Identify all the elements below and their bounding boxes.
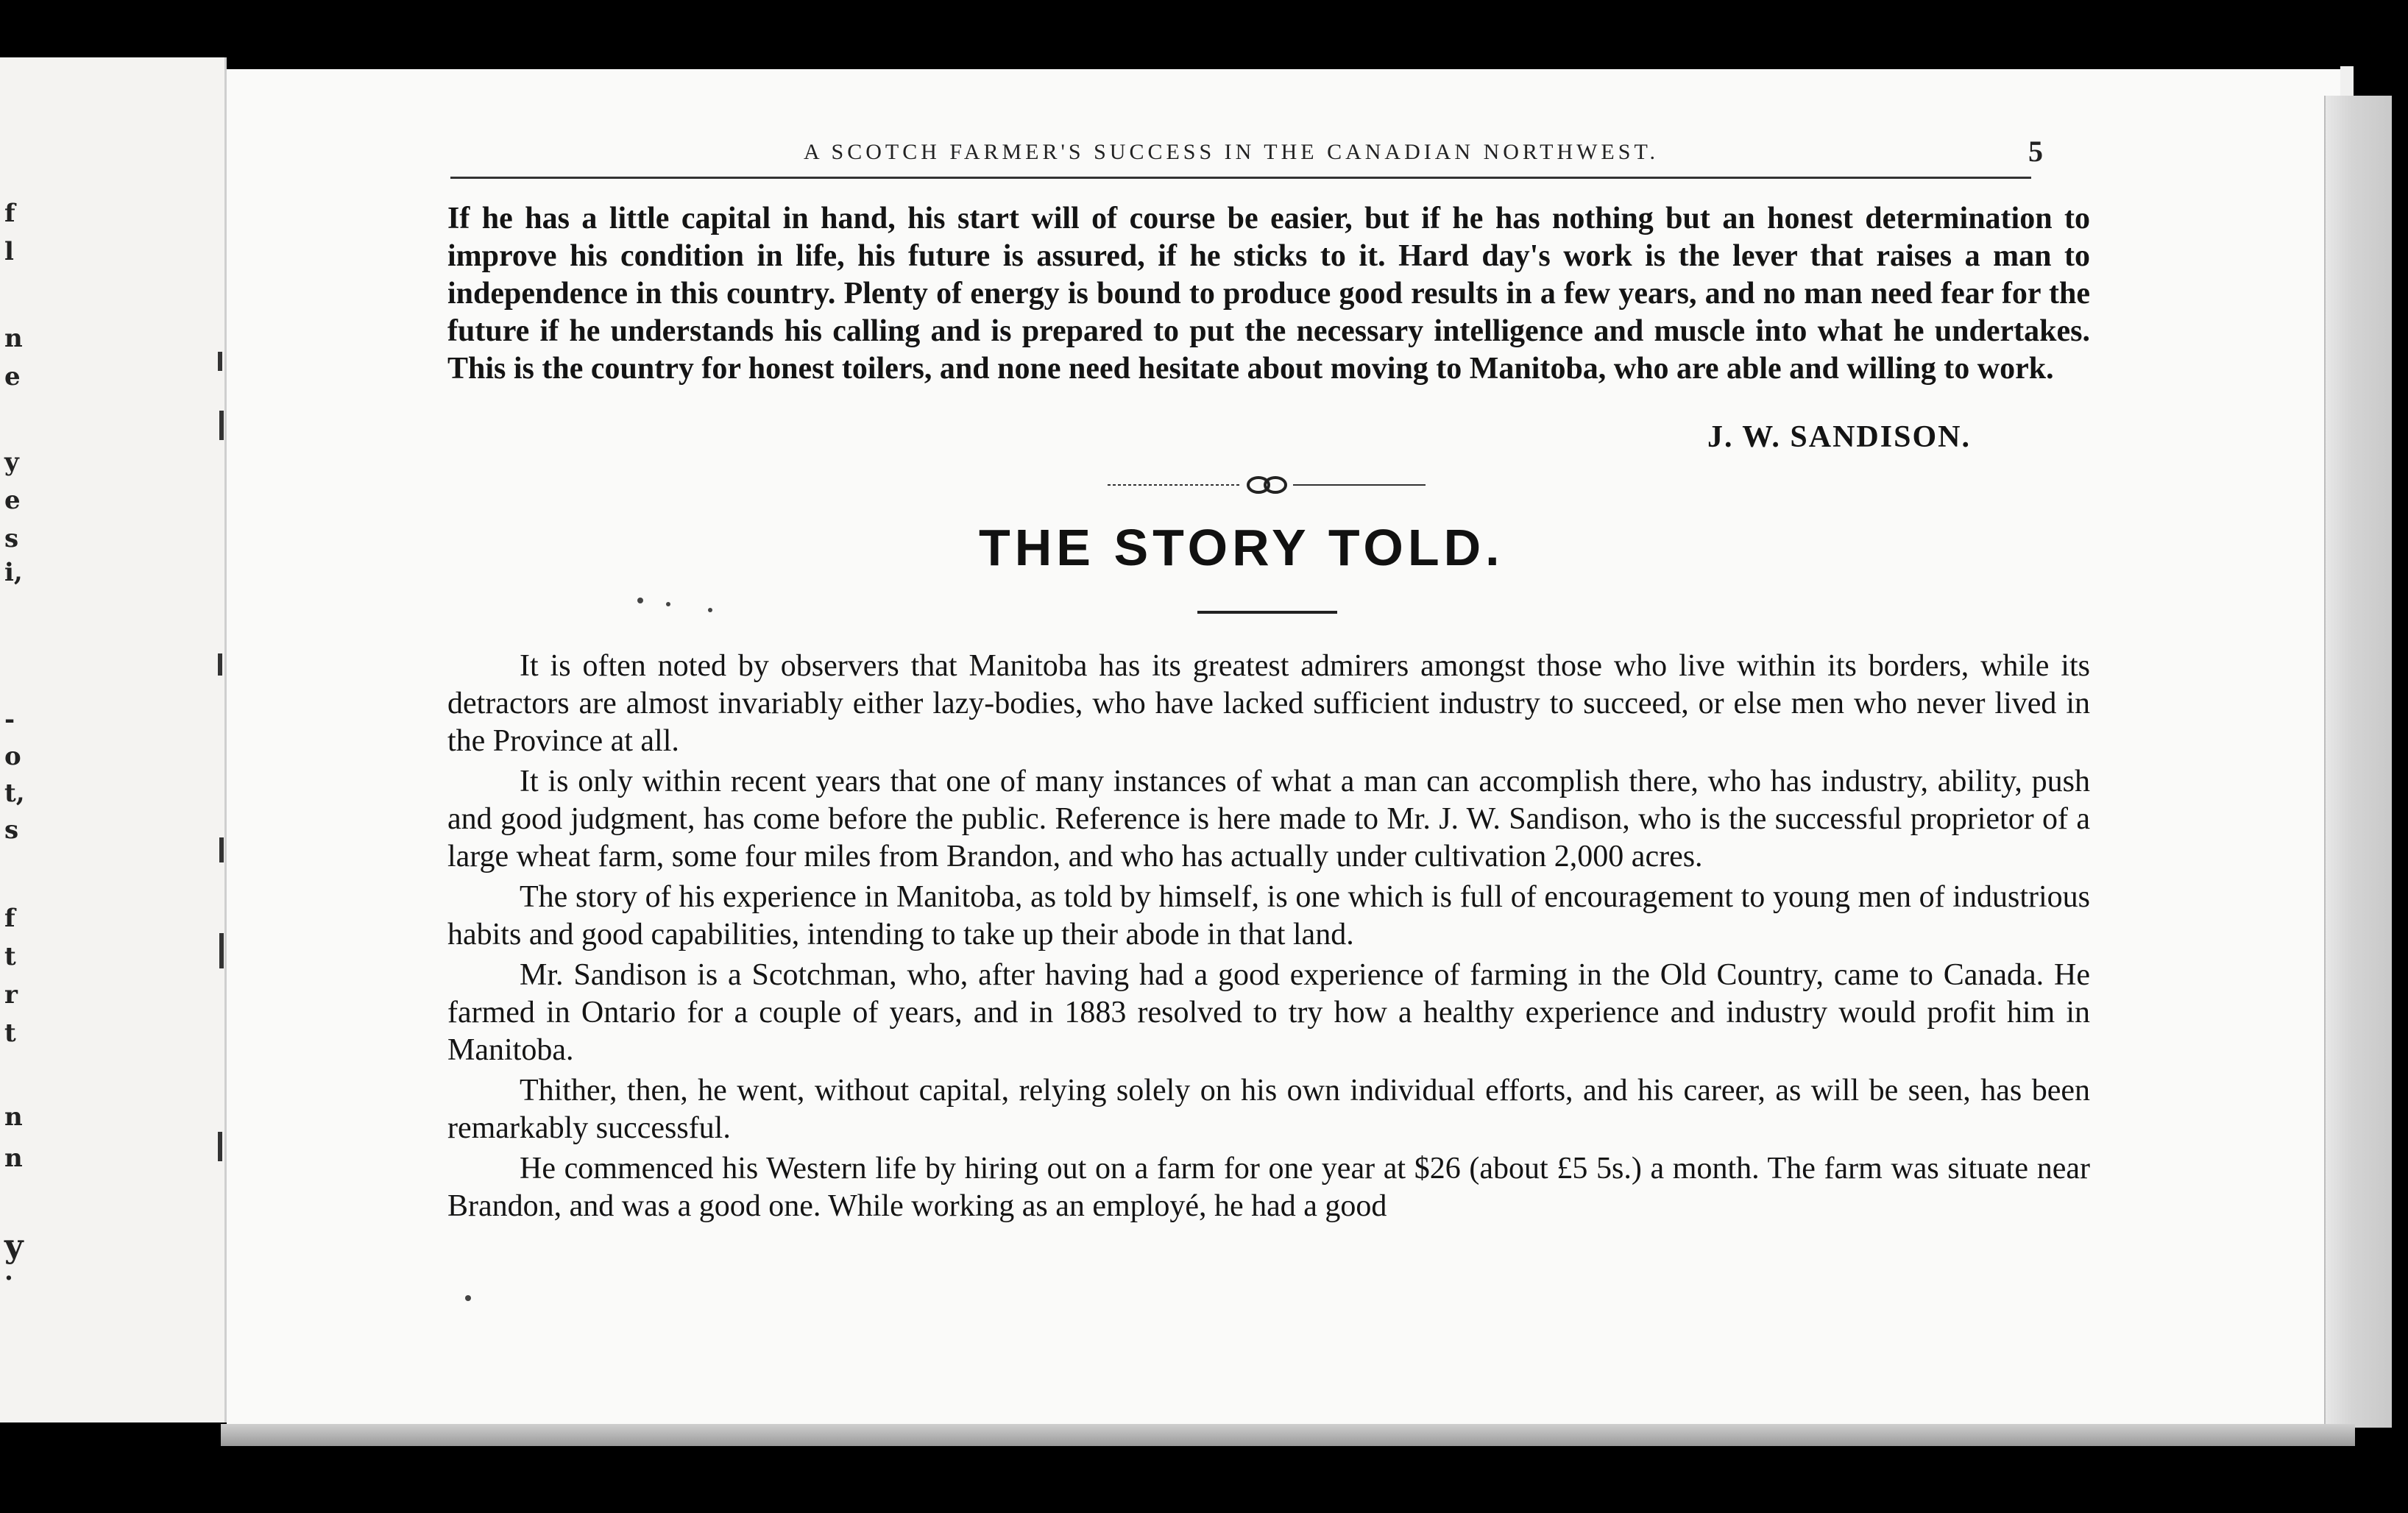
margin-letter: i,	[4, 558, 23, 587]
margin-letter: l	[4, 237, 14, 266]
margin-letter: s	[4, 524, 19, 553]
story-paragraph: It is only within recent years that one of many instances of what a man can accomplish there, who has industry, ability, push and good judgment, has come before the public. Reference is here made to Mr. J. W. Sandison, who is the successful proprietor of a large wheat farm, some four miles from Brandon, and who has actually under cultivation 2,000 acres.	[447, 765, 2090, 874]
ink-speck	[637, 598, 643, 603]
header-rule	[450, 177, 2031, 179]
signature: J. W. SANDISON.	[1707, 420, 1971, 454]
gutter-mark	[219, 933, 224, 968]
ornament-divider	[1108, 465, 1426, 505]
margin-letter: y	[4, 447, 19, 477]
margin-letter: e	[4, 486, 21, 515]
margin-letter: -	[4, 705, 15, 734]
page-bottom-edge	[221, 1424, 2355, 1446]
letter-text: If he has a little capital in hand, his start will of course be easier, but if he has nothing but an honest determination to improve his condition in life, his future is assured, if he sticks to it. Hard day's work is the lever that raises a man to independence in this country. Plenty of energy is bound to produce good results in a few years, and no man need fear for the future if he understands his calling and is prepared to put the necessary intelligence and muscle into what he undertakes. This is the country for honest toilers, and none need hesitate about moving to Manitoba, who are able and willing to work.	[447, 202, 2090, 386]
title-underline	[1197, 611, 1337, 614]
section-title: THE STORY TOLD.	[979, 519, 1504, 576]
story-paragraph: The story of his experience in Manitoba, as told by himself, is one which is full of encouragement to young men of industrious habits and good capabilities, intending to take up their abode in that land.	[447, 880, 2090, 952]
story-paragraph: It is often noted by observers that Manitoba has its greatest admirers amongst those who live within its borders, while its detractors are almost invariably either lazy-bodies, who have lacked sufficient industry to succeed, or else men who never lived in the Province at all.	[447, 649, 2090, 758]
margin-letter: e	[4, 362, 21, 391]
story-body	[447, 648, 2090, 1228]
margin-letter: t	[4, 942, 16, 971]
gutter-mark	[218, 653, 222, 676]
story-paragraph: He commenced his Western life by hiring out on a farm for one year at $26 (about £5 5s.) a month. The farm was situate near Brandon, and was a good one. While working as an employé, he had a good	[447, 1152, 2090, 1223]
story-paragraph: Thither, then, he went, without capital, relying solely on his own individual efforts, and his career, as will be seen, has been remarkably successful.	[447, 1074, 2090, 1145]
margin-letter: y	[4, 1227, 24, 1265]
story-paragraph: Mr. Sandison is a Scotchman, who, after having had a good experience of farming in the Old Country, came to Canada. He farmed in Ontario for a couple of years, and in 1883 resolved to try how a healthy experience and industry would profit him in Manitoba.	[447, 958, 2090, 1067]
margin-letter: o	[4, 742, 21, 771]
gutter-mark	[219, 411, 224, 440]
page-edge-shadow	[2324, 96, 2392, 1428]
margin-letter: t,	[4, 779, 25, 808]
margin-letter: n	[4, 1102, 23, 1132]
letter-paragraph	[447, 200, 2090, 388]
running-head: A SCOTCH FARMER'S SUCCESS IN THE CANADIAN NORTHWEST.	[804, 140, 1660, 164]
gutter-mark	[219, 837, 224, 862]
margin-letter: .	[4, 1257, 13, 1286]
gutter-mark	[218, 1132, 222, 1161]
ink-speck	[708, 608, 712, 612]
left-facing-page	[0, 57, 227, 1422]
margin-letter: n	[4, 324, 23, 353]
margin-letter: n	[4, 1144, 23, 1173]
margin-letter: s	[4, 815, 19, 845]
margin-letter: t	[4, 1018, 16, 1048]
margin-letter: r	[4, 980, 18, 1010]
ink-speck	[465, 1295, 471, 1301]
page-number: 5	[2028, 135, 2043, 168]
ink-speck	[666, 602, 670, 606]
margin-letter: f	[4, 904, 15, 933]
gutter-mark	[218, 352, 222, 371]
margin-letter: f	[4, 199, 15, 228]
